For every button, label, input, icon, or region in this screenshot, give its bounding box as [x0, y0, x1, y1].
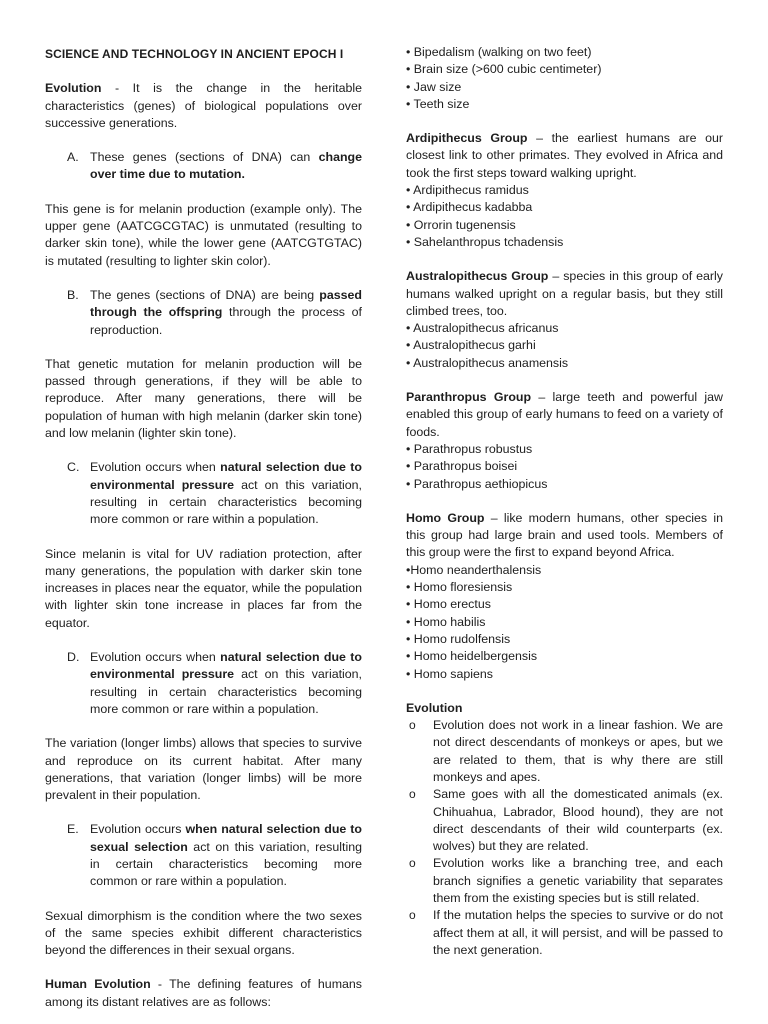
list-item: • Ardipithecus kadabba: [406, 200, 533, 215]
point-b-emphasis: passed through the offspring: [90, 287, 362, 320]
evolution-heading-text: Evolution: [406, 700, 463, 715]
australopithecus-paragraph: [406, 268, 723, 320]
list-item: • Sahelanthropus tchadensis: [406, 234, 564, 249]
homo-paragraph: [406, 510, 723, 562]
point-a-emphasis: change over time due to mutation.: [90, 150, 362, 182]
point-a-text: These genes (sections of DNA) can: [90, 150, 319, 165]
ardipithecus-term: Ardipithecus Group: [406, 131, 528, 146]
point-c-text: Evolution occurs when: [90, 460, 221, 475]
australopithecus-list: [406, 320, 723, 372]
point-c-emphasis: natural selection due to environmental pressure: [90, 460, 362, 492]
evolution-point-text: Evolution does not work in a linear fashion. We are not direct descendants of monkeys or apes, but we are related to them, that is why there are still monkeys and apes.: [433, 718, 723, 784]
list-item: • Parathropus boisei: [406, 459, 518, 474]
human-evolution-text: - The defining features of humans among its distant relatives are as follows:: [45, 977, 362, 1009]
point-d: [45, 649, 362, 718]
paranthropus-term: Paranthropus Group: [406, 390, 532, 405]
features-list: [406, 44, 723, 113]
list-item: • Jaw size: [406, 79, 462, 94]
evolution-heading: [406, 700, 723, 717]
list-item: • Australopithecus garhi: [406, 338, 536, 353]
point-c-letter: C.: [67, 460, 80, 475]
uv-protection-paragraph: Since melanin is vital for UV radiation protection, after many generations, the population with darker skin tone increases in places near the equator, while the population with lighter skin tone increase in places far from the equator.: [45, 546, 362, 630]
point-d-letter: D.: [67, 650, 80, 665]
paranthropus-list: [406, 441, 723, 493]
paranthropus-paragraph: [406, 389, 723, 441]
point-b-text: The genes (sections of DNA) are being: [90, 287, 320, 302]
ardipithecus-list: [406, 182, 723, 251]
point-b: [45, 287, 362, 339]
list-item: [406, 855, 723, 907]
point-e-letter: E.: [67, 822, 79, 837]
list-item: • Teeth size: [406, 96, 470, 111]
homo-text: – like modern humans, other species in this group had large brain and used tools. Members of this group were the first to expand beyond Africa.: [406, 510, 723, 560]
list-item: • Bipedalism (walking on two feet): [406, 45, 592, 59]
ardipithecus-paragraph: [406, 130, 723, 182]
evolution-definition: [45, 80, 362, 132]
list-item: • Brain size (>600 cubic centimeter): [406, 62, 602, 77]
homo-term: Homo Group: [406, 510, 485, 525]
australopithecus-term: Australopithecus Group: [406, 269, 549, 284]
point-e-text-end: act on this variation, resulting in certain characteristics becoming more common or rare within a population.: [90, 839, 362, 889]
list-item: • Homo erectus: [406, 597, 491, 612]
right-column: [406, 44, 723, 959]
evolution-points: [406, 717, 723, 959]
evolution-point-text: If the mutation helps the species to survive or do not affect them at all, it will persist, and will be passed to the next generation.: [433, 908, 723, 957]
circle-bullet-icon: o: [409, 908, 416, 923]
list-item: • Australopithecus anamensis: [406, 355, 569, 370]
point-b-text-end: through the process of reproduction.: [90, 305, 362, 337]
melanin-gene-paragraph: This gene is for melanin production (example only). The upper gene (AATCGCGTAC) is unmutated (resulting to darker skin tone), while the lower gene (AATCGTGTAC) is mutated (resulting to lighter skin color).: [45, 201, 362, 268]
point-d-text: Evolution occurs when: [90, 650, 221, 665]
document-title: SCIENCE AND TECHNOLOGY IN ANCIENT EPOCH I: [45, 47, 344, 61]
list-item: • Homo rudolfensis: [406, 631, 511, 646]
australopithecus-text: – species in this group of early humans walked upright on a regular basis, but they still climbed trees, too.: [406, 269, 723, 318]
list-item: • Homo floresiensis: [406, 580, 513, 595]
point-e-emphasis: when natural selection due to sexual selection: [90, 822, 363, 854]
circle-bullet-icon: o: [409, 718, 416, 733]
list-item: [406, 717, 723, 786]
point-a: [45, 149, 362, 184]
left-column: [45, 44, 362, 1011]
sexual-dimorphism-paragraph: Sexual dimorphism is the condition where the two sexes of the same species exhibit different characteristics beyond the differences in their sexual organs.: [45, 908, 362, 958]
list-item: • Ardipithecus ramidus: [406, 183, 529, 198]
list-item: [406, 907, 723, 959]
longer-limbs-paragraph: The variation (longer limbs) allows that species to survive and reproduce on its current habitat. After many generations, that variation (longer limbs) will be more prevalent in their population.: [45, 736, 362, 803]
ardipithecus-text: – the earliest humans are our closest link to other primates. They evolved in Africa and took the first steps toward walking upright.: [406, 131, 723, 180]
point-e: [45, 821, 362, 890]
point-d-emphasis: natural selection due to environmental pressure: [90, 650, 362, 682]
point-e-text: Evolution occurs: [90, 822, 186, 837]
point-b-letter: B.: [67, 287, 79, 302]
circle-bullet-icon: o: [409, 787, 416, 802]
list-item: • Orrorin tugenensis: [406, 217, 516, 232]
list-item: •Homo neanderthalensis: [406, 562, 542, 577]
list-item: • Homo habilis: [406, 614, 486, 629]
homo-list: [406, 562, 723, 683]
evolution-point-text: Same goes with all the domesticated animals (ex. Chihuahua, Labrador, Blood hound), they are not direct descendants of their wild counterparts (ex. wolves) but they are related.: [433, 787, 723, 854]
point-d-text-end: act on this variation, resulting in certain characteristics becoming more common or rare within a population.: [90, 667, 363, 716]
list-item: • Homo sapiens: [406, 666, 493, 681]
human-evolution-paragraph: [45, 976, 362, 1011]
paranthropus-text: – large teeth and powerful jaw enabled this group of early humans to feed on a variety of foods.: [406, 390, 723, 439]
point-c-text-end: act on this variation, resulting in certain characteristics becoming more common or rare within a population.: [90, 477, 363, 527]
mutation-passed-paragraph: That genetic mutation for melanin production will be passed through generations, if they will be able to reproduce. After many generations, there will be population of human with high melanin (darker skin tone) and low melanin (lighter skin tone).: [45, 356, 362, 441]
list-item: • Australopithecus africanus: [406, 321, 559, 336]
point-c: [45, 459, 362, 528]
list-item: • Parathropus robustus: [406, 441, 533, 456]
list-item: • Parathropus aethiopicus: [406, 476, 548, 491]
evolution-point-text: Evolution works like a branching tree, and each branch signifies a genetic variability that separates them from the existing species but is still related.: [433, 856, 723, 906]
point-a-letter: A.: [67, 150, 79, 165]
evolution-term: Evolution: [45, 81, 102, 96]
list-item: • Homo heidelbergensis: [406, 649, 538, 664]
circle-bullet-icon: o: [409, 856, 416, 871]
list-item: [406, 786, 723, 855]
evolution-definition-text: - It is the change in the heritable characteristics (genes) of biological populations over successive generations.: [45, 81, 362, 130]
human-evolution-term: Human Evolution: [45, 977, 151, 992]
